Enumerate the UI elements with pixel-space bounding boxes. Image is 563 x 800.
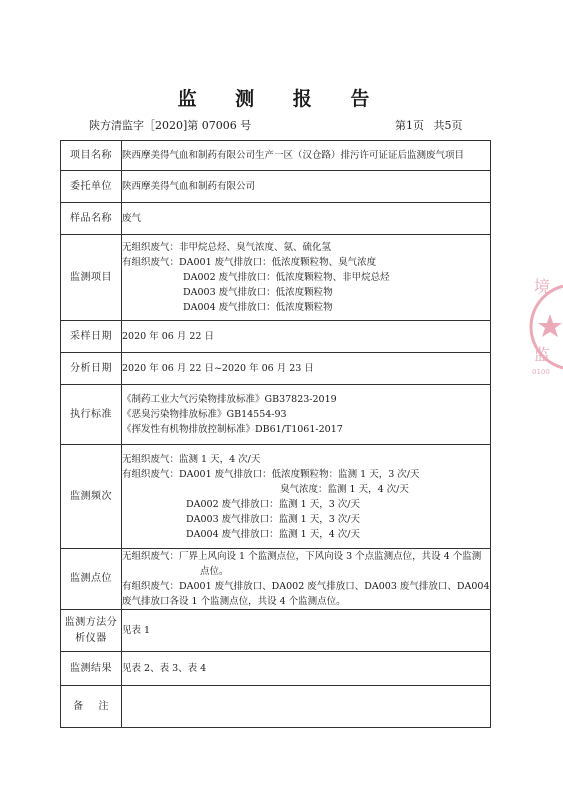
row-analysis-date bbox=[61, 353, 491, 385]
standard-line: 《挥发性有机物排放控制标准》DB61/T1061-2017 bbox=[122, 424, 343, 435]
row-client bbox=[61, 171, 491, 203]
row-sampling-date bbox=[61, 321, 491, 353]
label-points: 监测点位 bbox=[61, 549, 122, 610]
stamp-number: 0100 bbox=[532, 368, 550, 376]
points-line: 无组织废气：厂界上风向设 1 个监测点位，下风向设 3 个点监测点位，共设 4 个监测 bbox=[122, 551, 482, 562]
row-remarks bbox=[61, 686, 491, 728]
frequency-line: 有组织废气：DA001 废气排放口：低浓度颗粒物：监测 1 天，3 次/天 bbox=[122, 468, 420, 480]
value-method: 见表 1 bbox=[122, 610, 491, 652]
label-remarks: 备 注 bbox=[61, 686, 122, 728]
value-standards bbox=[122, 385, 491, 445]
report-title: 监 测 报 告 bbox=[177, 88, 386, 110]
row-points bbox=[61, 549, 491, 610]
label-project-name: 项目名称 bbox=[61, 141, 122, 171]
value-points bbox=[122, 549, 491, 610]
items-line: DA003 废气排放口：低浓度颗粒物 bbox=[183, 287, 333, 298]
row-project-name bbox=[61, 141, 491, 171]
stamp-char: 境 bbox=[534, 277, 551, 296]
method-label-line: 析仪器 bbox=[75, 632, 107, 644]
items-line: 有组织废气：DA001 废气排放口：低浓度颗粒物、臭气浓度 bbox=[122, 257, 377, 268]
method-label-line: 监测方法分 bbox=[64, 616, 118, 628]
value-sample: 废气 bbox=[122, 203, 491, 235]
label-sampling-date: 采样日期 bbox=[61, 321, 122, 353]
label-items: 监测项目 bbox=[61, 235, 122, 321]
label-results: 监测结果 bbox=[61, 652, 122, 686]
row-items bbox=[61, 235, 491, 321]
row-standards bbox=[61, 385, 491, 445]
label-client: 委托单位 bbox=[61, 171, 122, 203]
items-line: DA002 废气排放口：低浓度颗粒物、非甲烷总烃 bbox=[183, 272, 390, 283]
value-analysis-date: 2020 年 06 月 22 日~2020 年 06 月 23 日 bbox=[122, 353, 491, 385]
stamp-char: 监 bbox=[534, 345, 551, 364]
value-remarks bbox=[122, 686, 491, 728]
row-method bbox=[61, 610, 491, 652]
frequency-line: DA002 废气排放口：监测 1 天，3 次/天 bbox=[186, 498, 360, 510]
value-project-name: 陕西摩美得气血和制药有限公司生产一区（汉仓路）排污许可证证后监测废气项目 bbox=[122, 141, 491, 171]
frequency-line: DA004 废气排放口：监测 1 天，4 次/天 bbox=[186, 528, 360, 540]
standard-line: 《恶臭污染物排放标准》GB14554-93 bbox=[122, 409, 287, 420]
frequency-line: 臭气浓度：监测 1 天，4 次/天 bbox=[280, 483, 409, 495]
value-items bbox=[122, 235, 491, 321]
points-line: 点位。 bbox=[200, 566, 229, 577]
items-line: 无组织废气：非甲烷总烃、臭气浓度、氨、硫化氢 bbox=[122, 242, 332, 253]
items-line: DA004 废气排放口：低浓度颗粒物 bbox=[183, 302, 333, 313]
page-info: 第1页 共5页 bbox=[395, 119, 463, 132]
row-sample bbox=[61, 203, 491, 235]
standard-line: 《制药工业大气污染物排放标准》GB37823-2019 bbox=[122, 394, 337, 405]
label-analysis-date: 分析日期 bbox=[61, 353, 122, 385]
value-sampling-date: 2020 年 06 月 22 日 bbox=[122, 321, 491, 353]
value-client: 陕西摩美得气血和制药有限公司 bbox=[122, 171, 491, 203]
points-line: 废气排放口各设 1 个监测点位，共设 4 个监测点位。 bbox=[122, 596, 346, 607]
label-method bbox=[61, 610, 122, 652]
value-results: 见表 2、表 3、表 4 bbox=[122, 652, 491, 686]
frequency-line: DA003 废气排放口：监测 1 天，3 次/天 bbox=[186, 513, 360, 525]
document-number: 陕方清监字［2020]第 07006 号 bbox=[89, 119, 252, 132]
points-line: 有组织废气：DA001 废气排放口、DA002 废气排放口、DA003 废气排放口、DA004 bbox=[122, 581, 490, 592]
value-frequency bbox=[122, 445, 491, 549]
report-table bbox=[60, 140, 491, 728]
row-frequency bbox=[61, 445, 491, 549]
row-results bbox=[61, 652, 491, 686]
label-standards: 执行标准 bbox=[61, 385, 122, 445]
label-sample: 样品名称 bbox=[61, 203, 122, 235]
official-seal-stamp bbox=[528, 252, 563, 402]
frequency-line: 无组织废气：监测 1 天，4 次/天 bbox=[122, 453, 261, 465]
label-frequency: 监测频次 bbox=[61, 445, 122, 549]
